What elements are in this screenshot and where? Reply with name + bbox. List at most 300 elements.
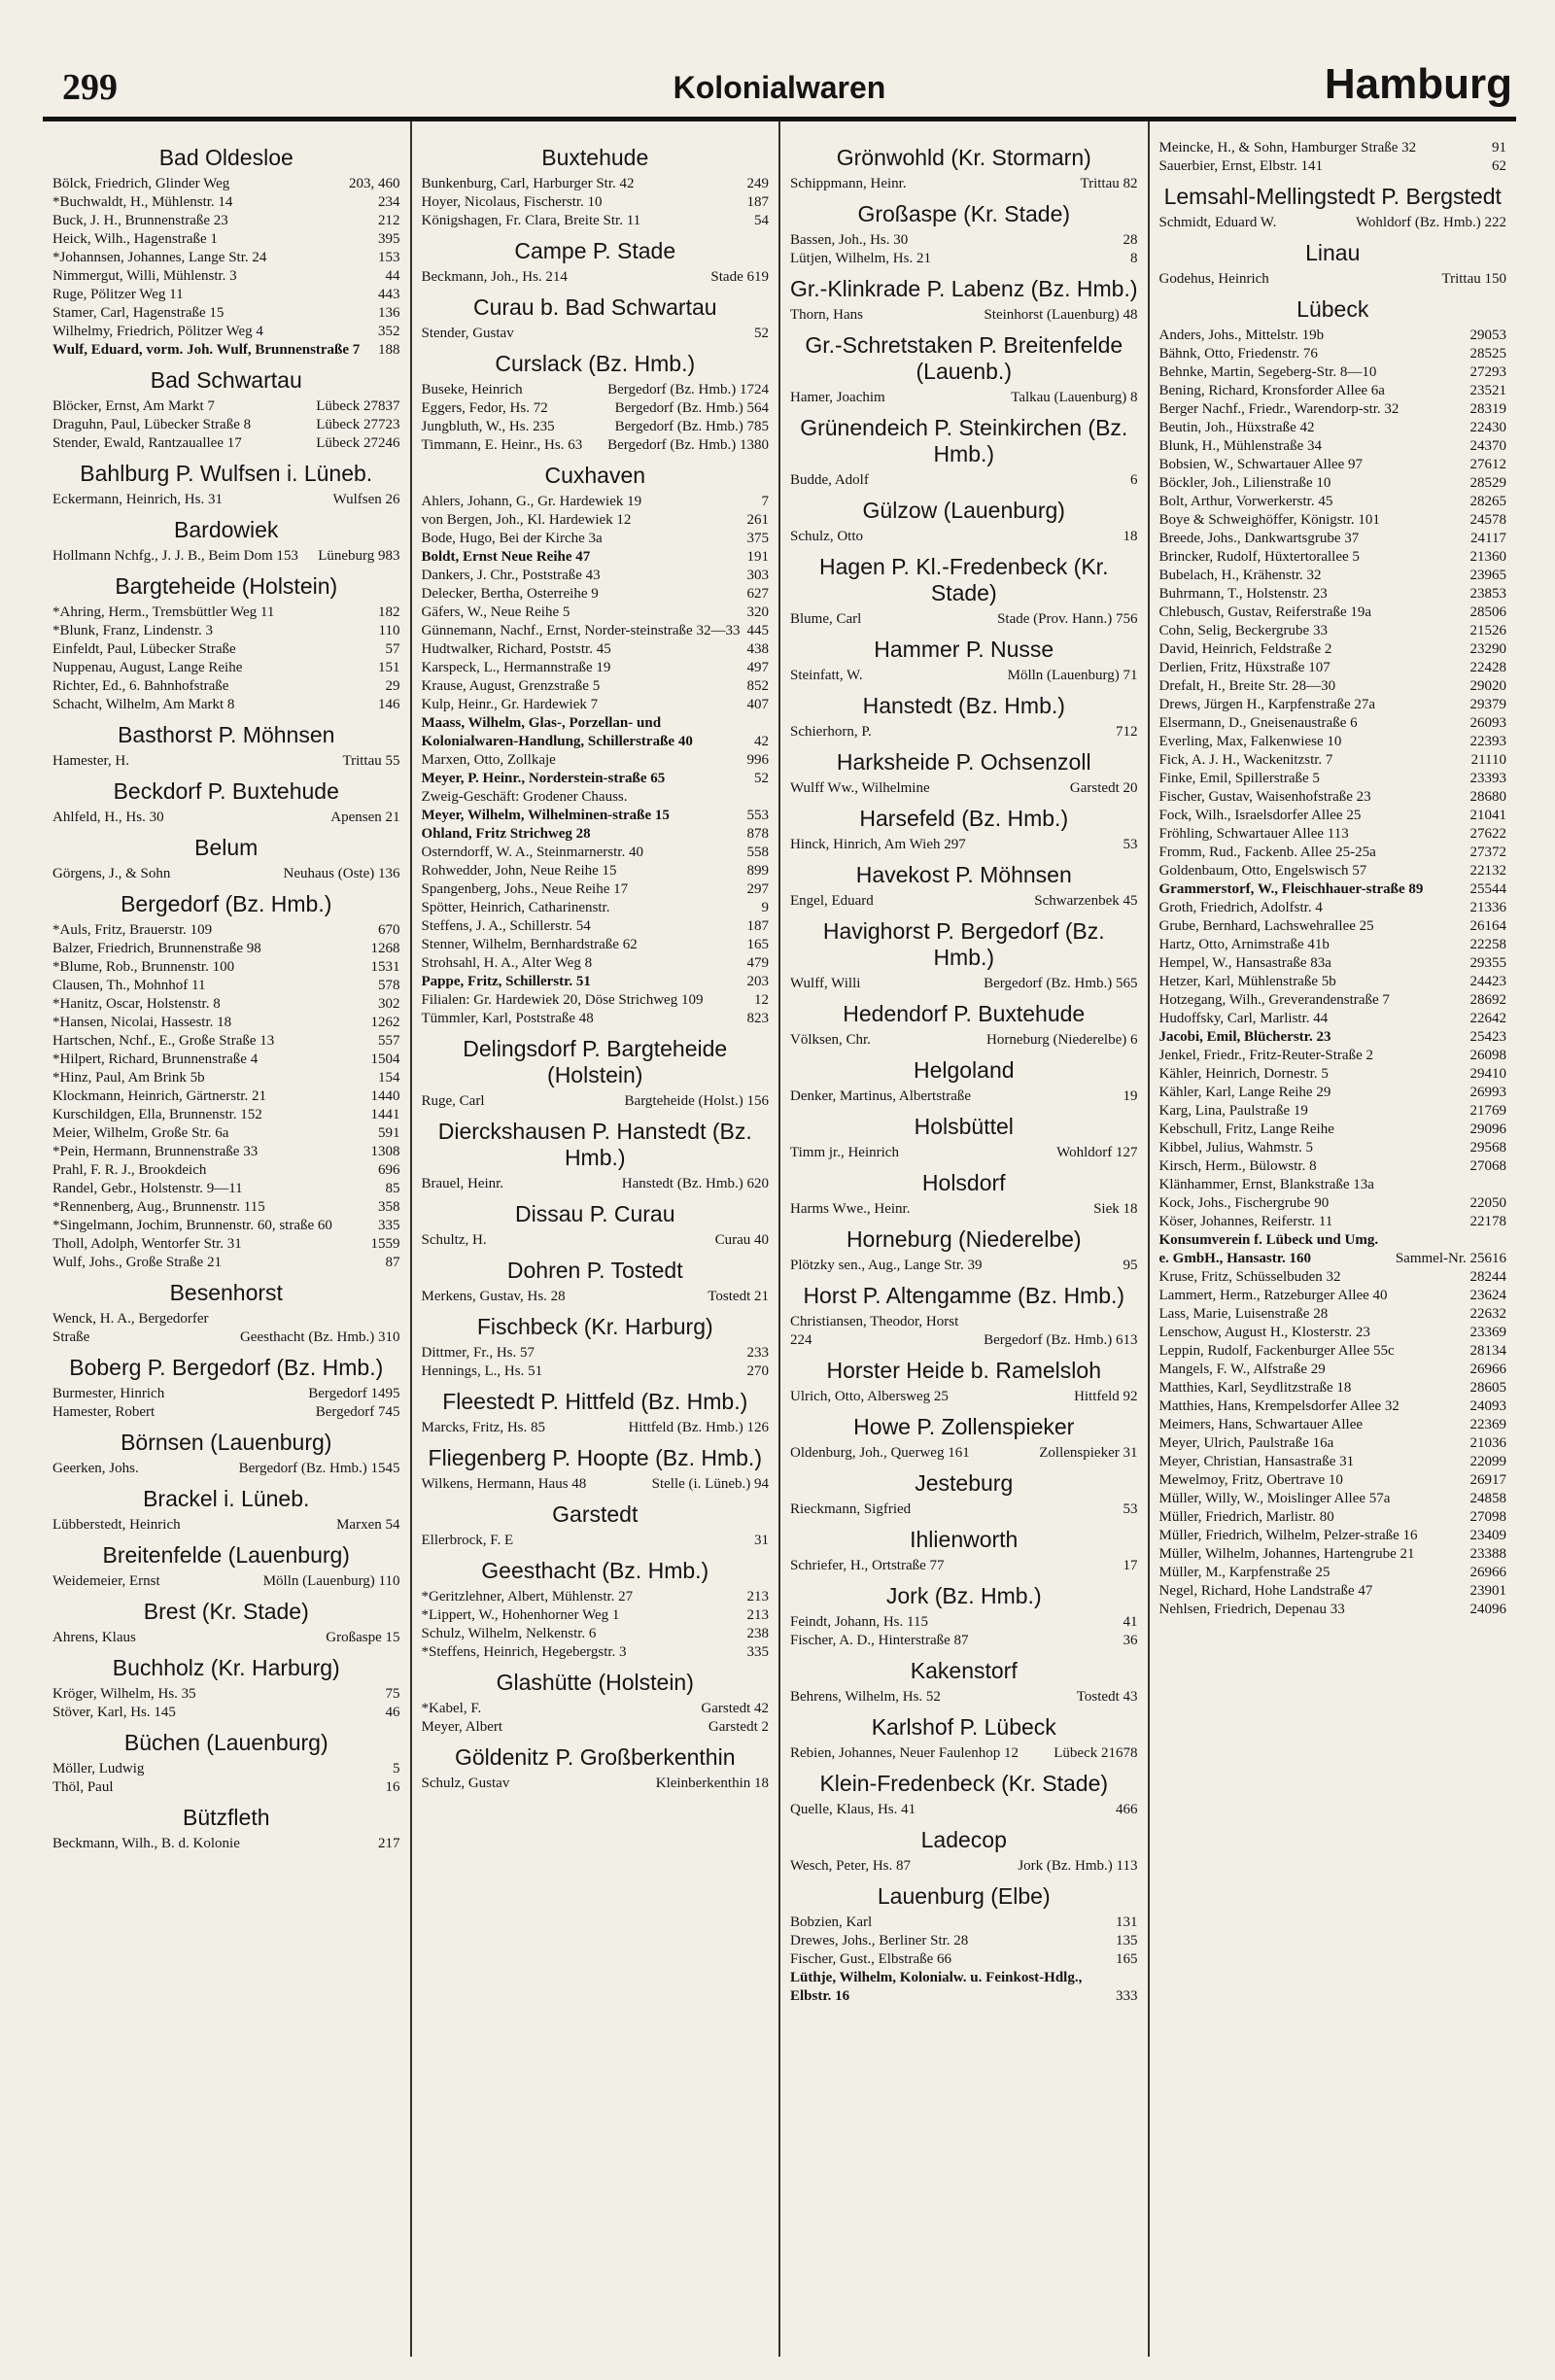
listing-entry [52, 940, 400, 958]
listing-name: Dittmer, Fr., Hs. 57 [421, 1345, 535, 1361]
listing-phone: 62 [1492, 158, 1506, 174]
listing-phone: 23521 [1469, 383, 1506, 398]
listing-phone: 21036 [1469, 1435, 1506, 1451]
place-heading: Horster Heide b. Ramelsloh [826, 1358, 1101, 1383]
listing-name: Böckler, Joh., Lilienstraße 10 [1158, 475, 1331, 491]
listing-name: Budde, Adolf [790, 472, 869, 488]
listing-name: Blume, Carl [790, 611, 862, 627]
listing-entry [422, 1092, 770, 1111]
listing-name: Möller, Ludwig [52, 1761, 145, 1776]
place-section [52, 1430, 400, 1478]
listing-entry [1159, 1121, 1507, 1139]
listing-name: Hudoffsky, Carl, Marlistr. 44 [1158, 1011, 1329, 1026]
listing-phone: 1262 [370, 1015, 400, 1030]
listing-phone: 136 [378, 305, 400, 321]
place-heading: Grünendeich P. Steinkirchen (Bz. Hmb.) [800, 415, 1128, 466]
listing-phone: Siek 18 [1093, 1201, 1138, 1217]
listing-entry [422, 714, 770, 751]
listing-phone: 1504 [370, 1052, 400, 1067]
listing-phone: 52 [754, 771, 769, 786]
place-heading: Howe P. Zollenspieker [853, 1414, 1075, 1439]
listing-name: Finke, Emil, Spillerstraße 5 [1158, 771, 1320, 786]
place-heading: Grönwohld (Kr. Stormarn) [836, 145, 1091, 170]
place-heading: Bardowiek [174, 517, 279, 542]
listing-entry [1159, 788, 1507, 807]
listing-phone: Garstedt 20 [1069, 780, 1138, 796]
listing-name: Behnke, Martin, Segeberg-Str. 8—10 [1158, 364, 1377, 380]
listing-name: Matthies, Karl, Seydlitzstraße 18 [1158, 1380, 1352, 1396]
listing-phone: Hanstedt (Bz. Hmb.) 620 [621, 1176, 769, 1191]
listing-entry [1159, 1434, 1507, 1453]
listing-entry [790, 1144, 1138, 1162]
listing-phone: Bergedorf (Bz. Hmb.) 564 [614, 400, 769, 416]
listing-name: Ruge, Pölitzer Weg 11 [52, 287, 184, 302]
place-section [1159, 139, 1507, 176]
place-section [790, 693, 1138, 742]
place-heading: Göldenitz P. Großberkenthin [454, 1744, 736, 1770]
listing-entry [790, 528, 1138, 546]
listing-phone: 28244 [1469, 1269, 1506, 1285]
listing-phone: Curau 40 [714, 1232, 769, 1248]
listing-phone: 8 [1130, 251, 1138, 266]
place-heading: Glashütte (Holstein) [496, 1670, 694, 1695]
listing-name: *Auls, Fritz, Brauerstr. 109 [52, 922, 213, 938]
place-heading: Bergedorf (Bz. Hmb.) [121, 891, 332, 916]
listing-name: Hartschen, Nchf., E., Große Straße 13 [52, 1033, 275, 1049]
listing-entry [1159, 214, 1507, 232]
listing-phone: 203, 460 [349, 176, 400, 191]
listing-name: Burmester, Hinrich [52, 1386, 165, 1401]
place-section [422, 1389, 770, 1437]
listing-entry [790, 1613, 1138, 1632]
listing-phone: 22642 [1469, 1011, 1506, 1026]
place-heading: Boberg P. Bergedorf (Bz. Hmb.) [69, 1355, 384, 1380]
listing-entry [52, 622, 400, 640]
listing-entry [790, 306, 1138, 325]
place-section [790, 1170, 1138, 1219]
listing-name: Gäfers, W., Neue Reihe 5 [421, 604, 570, 620]
place-section [52, 1355, 400, 1422]
listing-name: Klänhammer, Ernst, Blankstraße 13a [1158, 1177, 1374, 1192]
listing-phone: Lübeck 27837 [316, 398, 400, 414]
place-section [52, 1280, 400, 1347]
place-section [52, 1542, 400, 1591]
listing-phone: 29 [385, 678, 400, 694]
listing-entry [52, 1032, 400, 1051]
place-section [422, 351, 770, 455]
place-heading: Delingsdorf P. Bargteheide (Holstein) [463, 1036, 728, 1087]
listing-entry [52, 1385, 400, 1403]
listing-entry [1159, 1231, 1507, 1268]
listing-name: Günnemann, Nachf., Ernst, Norder-steinstraße 32—33 [421, 623, 741, 638]
listing-phone: 27068 [1469, 1158, 1506, 1174]
listing-name: Merkens, Gustav, Hs. 28 [421, 1289, 566, 1304]
listing-name: Görgens, J., & Sohn [52, 866, 171, 881]
listing-name: Spötter, Heinrich, Catharinenstr. [421, 900, 610, 915]
place-heading: Ladecop [920, 1827, 1007, 1852]
listing-entry [422, 991, 770, 1010]
listing-name: Boye & Schweighöffer, Königstr. 101 [1158, 512, 1380, 528]
listing-entry [52, 267, 400, 286]
listing-phone: 407 [746, 697, 769, 712]
listing-entry [52, 416, 400, 434]
listing-phone: Marxen 54 [336, 1517, 400, 1533]
listing-phone: 46 [385, 1705, 400, 1720]
listing-entry [1159, 1453, 1507, 1471]
listing-name: Christiansen, Theodor, Horst 224 [790, 1314, 959, 1348]
listing-name: Wulf, Eduard, vorm. Joh. Wulf, Brunnenstraße 7 [52, 342, 361, 358]
listing-phone: 557 [378, 1033, 400, 1049]
place-heading: Beckdorf P. Buxtehude [113, 778, 339, 804]
listing-name: Jacobi, Emil, Blücherstr. 23 [1158, 1029, 1331, 1045]
listing-name: Schriefer, H., Ortstraße 77 [790, 1558, 945, 1573]
place-section [790, 276, 1138, 325]
listing-phone: 165 [1116, 1951, 1138, 1967]
place-heading: Havighorst P. Bergedorf (Bz. Hmb.) [822, 918, 1105, 970]
listing-phone: 187 [746, 918, 769, 934]
listing-name: *Hanitz, Oscar, Holstenstr. 8 [52, 996, 221, 1012]
listing-name: Bähnk, Otto, Friedenstr. 76 [1158, 346, 1318, 362]
listing-name: Kock, Johs., Fischergrube 90 [1158, 1195, 1330, 1211]
place-heading: Havekost P. Möhnsen [855, 862, 1072, 887]
listing-phone: 24093 [1469, 1398, 1506, 1414]
listing-name: Kröger, Wilhelm, Hs. 35 [52, 1686, 196, 1702]
place-section [790, 415, 1138, 490]
listing-phone: 21041 [1469, 808, 1506, 823]
listing-name: *Rennenberg, Aug., Brunnenstr. 115 [52, 1199, 265, 1215]
listing-name: Königshagen, Fr. Clara, Breite Str. 11 [421, 213, 641, 228]
listing-name: *Hinz, Paul, Am Brink 5b [52, 1070, 205, 1086]
listing-phone: 395 [378, 231, 400, 247]
listing-name: Ruge, Carl [421, 1093, 485, 1109]
listing-name: Rohwedder, John, Neue Reihe 15 [421, 863, 617, 879]
listing-entry [52, 1217, 400, 1235]
listing-phone: 87 [385, 1255, 400, 1270]
listing-phone: Trittau 82 [1080, 176, 1138, 191]
listing-entry [52, 977, 400, 995]
listing-entry [1159, 157, 1507, 176]
listing-name: Negel, Richard, Hohe Landstraße 47 [1158, 1583, 1373, 1599]
listing-phone: 22132 [1469, 863, 1506, 879]
listing-phone: 27372 [1469, 845, 1506, 860]
listing-name: Stender, Ewald, Rantzauallee 17 [52, 435, 242, 451]
listing-name: Stender, Gustav [421, 326, 514, 341]
listing-name: Schulz, Wilhelm, Nelkenstr. 6 [421, 1626, 597, 1641]
place-section [790, 554, 1138, 629]
listing-phone: 823 [746, 1011, 769, 1026]
listing-entry [52, 1106, 400, 1124]
listing-name: Hamester, H. [52, 753, 129, 769]
listing-phone: 303 [746, 568, 769, 583]
listing-name: Derlien, Fritz, Hüxstraße 107 [1158, 660, 1330, 675]
listing-entry [1159, 1416, 1507, 1434]
listing-phone: 29568 [1469, 1140, 1506, 1156]
listing-name: Mewelmoy, Fritz, Obertrave 10 [1158, 1472, 1343, 1488]
listing-phone: 26966 [1469, 1565, 1506, 1580]
place-section [790, 1714, 1138, 1763]
listing-phone: Hittfeld (Bz. Hmb.) 126 [628, 1420, 769, 1435]
listing-name: Behrens, Wilhelm, Hs. 52 [790, 1689, 941, 1705]
place-section [422, 294, 770, 343]
listing-entry [422, 1175, 770, 1193]
listing-phone: Bergedorf (Bz. Hmb.) 785 [614, 419, 769, 434]
listing-name: Wilkens, Hermann, Haus 48 [421, 1476, 587, 1492]
listing-phone: 249 [746, 176, 769, 191]
place-section [790, 1057, 1138, 1106]
place-section [52, 517, 400, 566]
listing-name: Anders, Johs., Mittelstr. 19b [1158, 328, 1325, 343]
place-heading: Breitenfelde (Lauenburg) [102, 1542, 350, 1568]
listing-phone: Hittfeld 92 [1074, 1389, 1138, 1404]
listing-name: Hoyer, Nicolaus, Fischerstr. 10 [421, 194, 603, 210]
listing-name: Lammert, Herm., Ratzeburger Allee 40 [1158, 1288, 1388, 1303]
listing-phone: 22178 [1469, 1214, 1506, 1229]
listing-phone: 21110 [1470, 752, 1506, 768]
listing-phone: Jork (Bz. Hmb.) 113 [1018, 1858, 1138, 1874]
listing-entry [1159, 1268, 1507, 1287]
listing-phone: 85 [385, 1181, 400, 1196]
listing-name: *Hilpert, Richard, Brunnenstraße 4 [52, 1052, 259, 1067]
listing-name: Karg, Lina, Paulstraße 19 [1158, 1103, 1308, 1119]
listing-phone: Bergedorf (Bz. Hmb.) 1724 [607, 382, 769, 397]
listing-phone: 670 [378, 922, 400, 938]
listing-phone: 28605 [1469, 1380, 1506, 1396]
listing-phone: Stade (Prov. Hann.) 756 [997, 611, 1138, 627]
listing-entry [1159, 1490, 1507, 1508]
listing-name: Hudtwalker, Richard, Poststr. 45 [421, 641, 611, 657]
listing-entry [422, 1344, 770, 1362]
listing-phone: Bergedorf 1495 [308, 1386, 400, 1401]
listing-phone: 110 [378, 623, 400, 638]
listing-entry [52, 1051, 400, 1069]
place-heading: Lübeck [1296, 296, 1369, 322]
listing-phone: 29020 [1469, 678, 1506, 694]
place-heading: Bahlburg P. Wulfsen i. Lüneb. [80, 461, 373, 486]
place-heading: Brackel i. Lüneb. [143, 1486, 310, 1511]
listing-name: Schacht, Wilhelm, Am Markt 8 [52, 697, 235, 712]
place-section [790, 806, 1138, 854]
listing-phone: 24423 [1469, 974, 1506, 989]
listing-entry [52, 286, 400, 304]
listing-name: Brauel, Heinr. [421, 1176, 504, 1191]
listing-name: Randel, Gebr., Holstenstr. 9—11 [52, 1181, 243, 1196]
listing-entry [422, 770, 770, 788]
listing-name: Nehlsen, Friedrich, Depenau 33 [1158, 1602, 1345, 1617]
listing-name: Drewes, Johs., Berliner Str. 28 [790, 1933, 969, 1949]
listing-name: Geerken, Johs. [52, 1461, 139, 1476]
listing-entry [1159, 1361, 1507, 1379]
listing-name: Prahl, F. R. J., Brookdeich [52, 1162, 207, 1178]
listing-name: Everling, Max, Falkenwiese 10 [1158, 734, 1342, 749]
place-heading: Buchholz (Kr. Harburg) [112, 1655, 340, 1680]
listing-entry [52, 1124, 400, 1143]
listing-phone: 28134 [1469, 1343, 1506, 1359]
listing-phone: Wohldorf (Bz. Hmb.) 222 [1355, 215, 1506, 230]
listing-name: Beckmann, Wilh., B. d. Kolonie [52, 1836, 240, 1851]
listing-phone: Steinhorst (Lauenburg) 48 [984, 307, 1138, 323]
place-section [790, 1883, 1138, 2006]
listing-entry [1159, 1028, 1507, 1047]
listing-phone: 22369 [1469, 1417, 1506, 1432]
place-section [790, 1771, 1138, 1819]
listing-entry [422, 696, 770, 714]
listing-name: Kibbel, Julius, Wahmstr. 5 [1158, 1140, 1314, 1156]
listing-phone: 23624 [1469, 1288, 1506, 1303]
listing-name: Feindt, Johann, Hs. 115 [790, 1614, 928, 1630]
listing-phone: Garstedt 42 [701, 1701, 769, 1716]
listing-name: Draguhn, Paul, Lübecker Straße 8 [52, 417, 252, 432]
listing-phone: 95 [1123, 1258, 1138, 1273]
place-section [422, 1670, 770, 1737]
listing-phone: 878 [746, 826, 769, 842]
place-heading: Holsbüttel [914, 1114, 1014, 1139]
listing-phone: Mölln (Lauenburg) 71 [1007, 668, 1138, 683]
listing-phone: 23290 [1469, 641, 1506, 657]
place-section [790, 1358, 1138, 1406]
listing-phone: 22428 [1469, 660, 1506, 675]
listing-entry [1159, 1084, 1507, 1102]
place-section [52, 722, 400, 771]
listing-name: Köser, Johannes, Reiferstr. 11 [1158, 1214, 1333, 1229]
listing-entry [422, 640, 770, 659]
listing-phone: 23965 [1469, 568, 1506, 583]
listing-name: *Kabel, F. [421, 1701, 482, 1716]
listing-name: Filialen: Gr. Hardewiek 20, Döse Strichweg 109 [421, 992, 704, 1008]
listing-phone: 335 [378, 1218, 400, 1233]
listing-entry [52, 323, 400, 341]
listing-name: *Johannsen, Johannes, Lange Str. 24 [52, 250, 267, 265]
listing-phone: 22430 [1469, 420, 1506, 435]
listing-name: Bobsien, W., Schwartauer Allee 97 [1158, 457, 1364, 472]
listing-phone: 996 [746, 752, 769, 768]
listing-name: Brincker, Rudolf, Hüxtertorallee 5 [1158, 549, 1360, 565]
listing-entry [52, 752, 400, 771]
listing-name: Bobzien, Karl [790, 1914, 873, 1930]
listing-phone: 17 [1123, 1558, 1138, 1573]
listing-entry [1159, 696, 1507, 714]
listing-entry [1159, 1010, 1507, 1028]
listing-phone: 16 [385, 1779, 400, 1795]
listing-phone: 28265 [1469, 494, 1506, 509]
listing-entry [422, 493, 770, 511]
place-heading: Fischbeck (Kr. Harburg) [476, 1314, 713, 1339]
listing-name: Denker, Martinus, Albertstraße [790, 1088, 972, 1104]
listing-phone: Lübeck 27246 [316, 435, 400, 451]
listing-phone: 188 [378, 342, 400, 358]
listing-name: Bunkenburg, Carl, Harburger Str. 42 [421, 176, 635, 191]
listing-name: Jungbluth, W., Hs. 235 [421, 419, 555, 434]
place-section [790, 1470, 1138, 1519]
listing-name: Lüthje, Wilhelm, Kolonialw. u. Feinkost-Hdlg., Elbstr. 16 [790, 1970, 1083, 2004]
listing-name: Hennings, L., Hs. 51 [421, 1363, 543, 1379]
place-heading: Hanstedt (Bz. Hmb.) [862, 693, 1065, 718]
listing-phone: 358 [378, 1199, 400, 1215]
listing-name: Kruse, Fritz, Schüsselbuden 32 [1158, 1269, 1341, 1285]
listing-phone: 24578 [1469, 512, 1506, 528]
listing-name: *Geritzlehner, Albert, Mühlenstr. 27 [421, 1589, 634, 1604]
listing-phone: 26993 [1469, 1085, 1506, 1100]
place-heading: Belum [194, 835, 259, 860]
place-heading: Gr.-Klinkrade P. Labenz (Bz. Hmb.) [790, 276, 1138, 301]
listing-phone: Bergedorf (Bz. Hmb.) 565 [984, 976, 1138, 991]
listing-entry [422, 1532, 770, 1550]
listing-phone: 22258 [1469, 937, 1506, 952]
listing-phone: 203 [746, 974, 769, 989]
listing-entry [1159, 1545, 1507, 1564]
listing-entry [790, 1500, 1138, 1519]
listing-name: Hempel, W., Hansastraße 83a [1158, 955, 1331, 971]
listing-entry [422, 677, 770, 696]
listing-entry [790, 1031, 1138, 1050]
listing-entry [422, 436, 770, 455]
place-section [52, 145, 400, 360]
listing-name: Cohn, Selig, Beckergrube 33 [1158, 623, 1328, 638]
place-section [422, 1558, 770, 1662]
listing-name: Müller, Friedrich, Wilhelm, Pelzer-straße 16 [1158, 1528, 1418, 1543]
listing-entry [790, 1200, 1138, 1219]
listing-entry [422, 917, 770, 936]
place-section [52, 1599, 400, 1647]
listing-name: Völksen, Chr. [790, 1032, 871, 1048]
listing-name: Fromm, Rud., Fackenb. Allee 25-25a [1158, 845, 1376, 860]
listing-entry [52, 1069, 400, 1087]
listing-name: Schulz, Otto [790, 529, 863, 544]
page-number: 299 [62, 67, 118, 108]
listing-entry [422, 193, 770, 212]
listing-entry [52, 640, 400, 659]
listing-entry [790, 1444, 1138, 1463]
listing-phone: 297 [746, 881, 769, 897]
listing-phone: 24117 [1470, 531, 1506, 546]
listing-entry [52, 1180, 400, 1198]
listing-entry [1159, 733, 1507, 751]
listing-entry [1159, 973, 1507, 991]
listing-name: Lübberstedt, Heinrich [52, 1517, 181, 1533]
place-section [422, 1201, 770, 1250]
listing-entry [1159, 1157, 1507, 1176]
place-heading: Bargteheide (Holstein) [115, 573, 338, 599]
listing-name: Breede, Johs., Dankwartsgrube 37 [1158, 531, 1360, 546]
listing-name: Wulf, Johs., Große Straße 21 [52, 1255, 222, 1270]
listing-phone: 23409 [1469, 1528, 1506, 1543]
listing-entry [422, 399, 770, 418]
place-section [1159, 296, 1507, 1619]
listing-phone: Zollenspieker 31 [1039, 1445, 1138, 1461]
place-heading: Gülzow (Lauenburg) [862, 498, 1065, 523]
place-heading: Dierckshausen P. Hanstedt (Bz. Hmb.) [437, 1119, 752, 1170]
place-section [422, 1445, 770, 1494]
listing-name: Wilhelmy, Friedrich, Pölitzer Weg 4 [52, 324, 263, 339]
listing-phone: 36 [1123, 1633, 1138, 1648]
place-section [422, 238, 770, 287]
listing-name: Hamer, Joachim [790, 390, 885, 405]
listing-name: *Blunk, Franz, Lindenstr. 3 [52, 623, 213, 638]
listing-name: Boldt, Ernst Neue Reihe 47 [421, 549, 591, 565]
listing-entry [422, 1588, 770, 1606]
place-section [52, 778, 400, 827]
listing-entry [422, 844, 770, 862]
listing-name: Mangels, F. W., Alfstraße 29 [1158, 1362, 1326, 1377]
listing-entry [790, 892, 1138, 911]
listing-name: Matthies, Hans, Krempelsdorfer Allee 32 [1158, 1398, 1400, 1414]
listing-entry [790, 836, 1138, 854]
listing-name: Lass, Marie, Luisenstraße 28 [1158, 1306, 1329, 1322]
listing-entry [422, 1288, 770, 1306]
listing-phone: 28506 [1469, 604, 1506, 620]
listing-name: Grube, Bernhard, Lachswehrallee 25 [1158, 918, 1374, 934]
page-title: Kolonialwaren [673, 70, 886, 105]
listing-phone: Tostedt 43 [1076, 1689, 1138, 1705]
